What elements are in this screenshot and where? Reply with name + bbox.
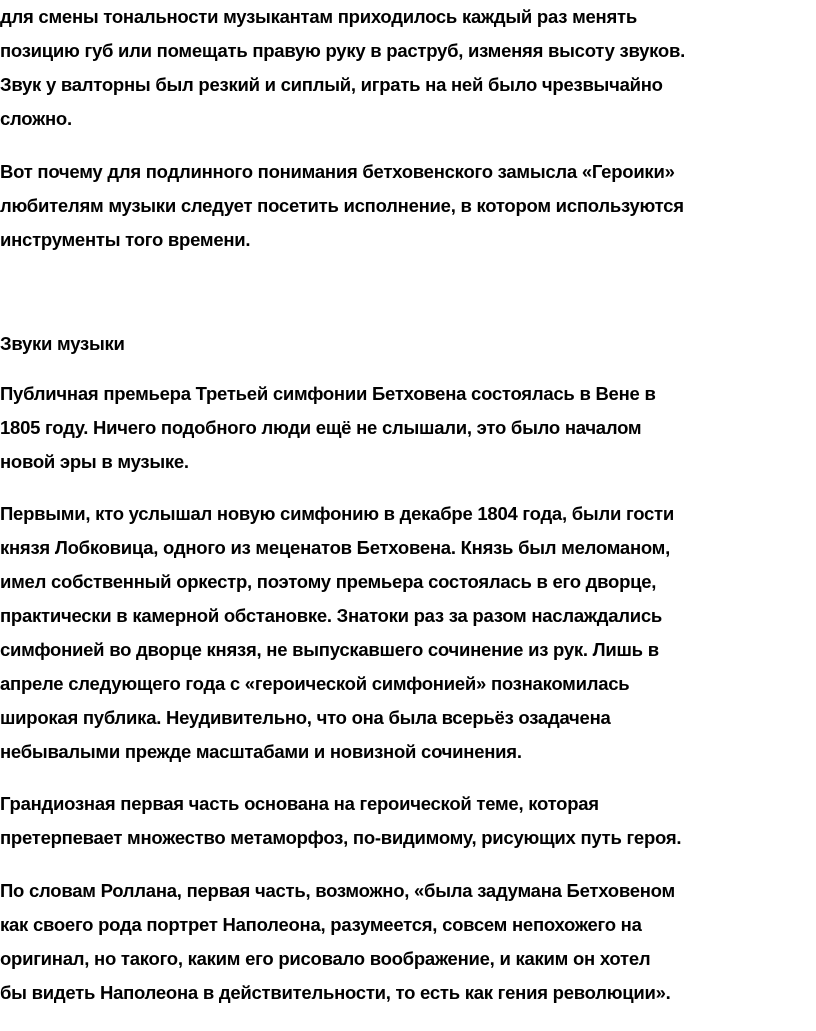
text-line: позицию губ или помещать правую руку в раструб, изменяя высоту звуков.: [0, 40, 685, 61]
text-line: имел собственный оркестр, поэтому премьера состоялась в его дворце,: [0, 571, 657, 592]
paragraph-eroica-understanding: [0, 155, 812, 257]
text-line: Публичная премьера Третьей симфонии Бетховена состоялась в Вене в: [0, 383, 656, 404]
text-line: Звук у валторны был резкий и сиплый, играть на ней было чрезвычайно: [0, 74, 663, 95]
text-line: небывалыми прежде масштабами и новизной сочинения.: [0, 741, 522, 762]
text-line: Первыми, кто услышал новую симфонию в декабре 1804 года, были гости: [0, 503, 674, 524]
paragraph-first-movement: [0, 787, 812, 855]
text-line: как своего рода портрет Наполеона, разумеется, совсем непохожего на: [0, 914, 642, 935]
paragraph-valtorna-sound: [0, 0, 812, 136]
text-line: князя Лобковица, одного из меценатов Бетховена. Князь был меломаном,: [0, 537, 671, 558]
text-line: апреле следующего года с «героической симфонией» познакомилась: [0, 673, 630, 694]
heading-text: Звуки музыки: [0, 333, 125, 354]
paragraph-rolland-quote: [0, 874, 812, 1010]
section-heading: [0, 327, 812, 361]
text-line: сложно.: [0, 108, 72, 129]
text-line: Грандиозная первая часть основана на героической теме, которая: [0, 793, 599, 814]
paragraph-first-listeners: [0, 497, 812, 769]
text-line: симфонией во дворце князя, не выпускавшего сочинение из рук. Лишь в: [0, 639, 659, 660]
text-line: любителям музыки следует посетить исполнение, в котором используются: [0, 195, 684, 216]
text-line: для смены тональности музыкантам приходилось каждый раз менять: [0, 6, 637, 27]
text-line: оригинал, но такого, каким его рисовало воображение, и каким он хотел: [0, 948, 651, 969]
text-line: бы видеть Наполеона в действительности, то есть как гения революции».: [0, 982, 671, 1003]
text-line: 1805 году. Ничего подобного люди ещё не слышали, это было началом: [0, 417, 642, 438]
paragraph-premiere: [0, 377, 812, 479]
text-line: Вот почему для подлинного понимания бетховенского замысла «Героики»: [0, 161, 675, 182]
text-line: претерпевает множество метаморфоз, по-видимому, рисующих путь героя.: [0, 827, 682, 848]
text-line: инструменты того времени.: [0, 229, 251, 250]
text-line: новой эры в музыке.: [0, 451, 189, 472]
text-line: широкая публика. Неудивительно, что она была всерьёз озадачена: [0, 707, 611, 728]
text-line: По словам Роллана, первая часть, возможно, «была задумана Бетховеном: [0, 880, 675, 901]
text-line: практически в камерной обстановке. Знатоки раз за разом наслаждались: [0, 605, 663, 626]
